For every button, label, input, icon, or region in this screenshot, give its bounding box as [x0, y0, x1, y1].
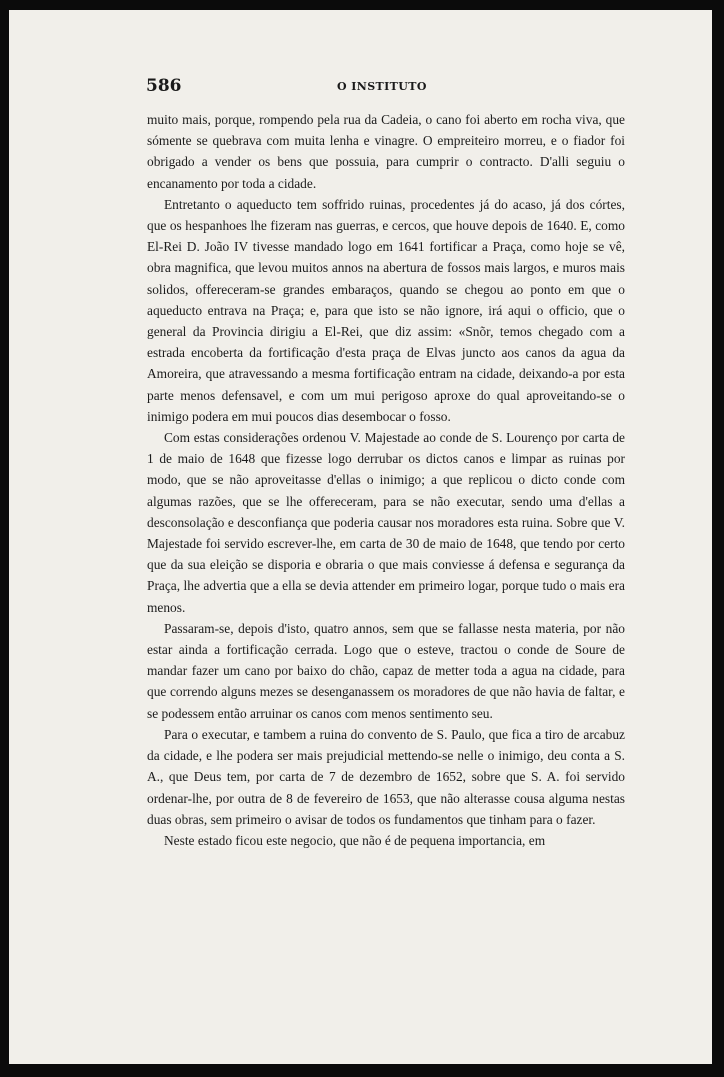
paragraph-1: muito mais, porque, rompendo pela rua da Cadeia, o cano foi aberto em rocha viva, que sómente se quebrava com muita lenha e vinagre. O empreiteiro morreu, e o fiador foi obrigado a vender os bens que possuia, para cumprir o contracto. D'alli seguiu o encanamento por toda a cidade. [147, 112, 625, 191]
paragraph-5: Para o executar, e tambem a ruina do convento de S. Paulo, que fica a tiro de arcabuz da cidade, e lhe podera ser mais prejudicial mettendo-se nelle o inimigo, deu conta a S. A., que Deus tem, por carta de 7 de dezembro de 1652, sobre que S. A. foi servido ordenar-lhe, por outra de 8 de fevereiro de 1653, que não alterasse cousa alguma nestas duas obras, sem primeiro o avisar de todos os fundamentos que tinham para o fazer. [147, 726, 625, 827]
running-title: O INSTITUTO [337, 80, 427, 93]
paragraph-6: Neste estado ficou este negocio, que não é de pequena importancia, em [164, 832, 546, 848]
paragraph-4: Passaram-se, depois d'isto, quatro annos, sem que se fallasse nesta materia, por não estar ainda a fortificação cerrada. Logo que o esteve, tractou o conde de Soure de mandar fazer um cano por baixo do chão, capaz de metter toda a agua na cidade, para que correndo alguns mezes se desenganassem os moradores de que não havia de faltar, e se podessem então arruinar os canos com menos sentimento seu. [147, 620, 625, 721]
body-text [147, 109, 625, 851]
page-header [146, 76, 626, 98]
paragraph-3: Com estas considerações ordenou V. Majestade ao conde de S. Lourenço por carta de 1 de maio de 1648 que fizesse logo derrubar os dictos canos e limpar as ruinas por modo, que se não aproveitasse d'ellas o inimigo; a que replicou o dicto conde com algumas razões, que se lhe offereceram, para se não executar, sendo uma d'ellas a desconsolação e desconfiança que poderia causar nos moradores esta ruina. Sobre que V. Majestade foi servido escrever-lhe, em carta de 30 de maio de 1648, que tendo por certo que da sua eleição se disporia e obraria o que mais conviesse á defensa e segurança da Praça, lhe advertia que a ella se devia attender em primeiro logar, porque tudo o mais era menos. [147, 430, 625, 615]
paragraph-2: Entretanto o aqueducto tem soffrido ruinas, procedentes já do acaso, já dos córtes, que os hespanhoes lhe fizeram nas guerras, e cercos, que houve depois de 1640. E, como El-Rei D. João IV tivesse mandado logo em 1641 fortificar a Praça, como hoje se vê, obra magnifica, que levou muitos annos na abertura de fossos mais largos, e muros mais solidos, offereceram-se grandes embaraços, quando se chegou ao ponto em que o aqueducto entrava na Praça; e, para que isto se não ignore, irá aqui o officio, que o general da Provincia dirigiu a El-Rei, que diz assim: «Snõr, temos chegado com a estrada encoberta da fortificação d'esta praça de Elvas juncto aos canos da agua da Amoreira, que atravessando a mesma fortificação entram na cidade, deixando-a por esta parte menos defensavel, e com um mui perigoso aproxe do qual aproveitando-se o inimigo podera em mui poucos dias desembocar o fosso. [147, 196, 625, 424]
page-number: 586 [146, 76, 182, 96]
